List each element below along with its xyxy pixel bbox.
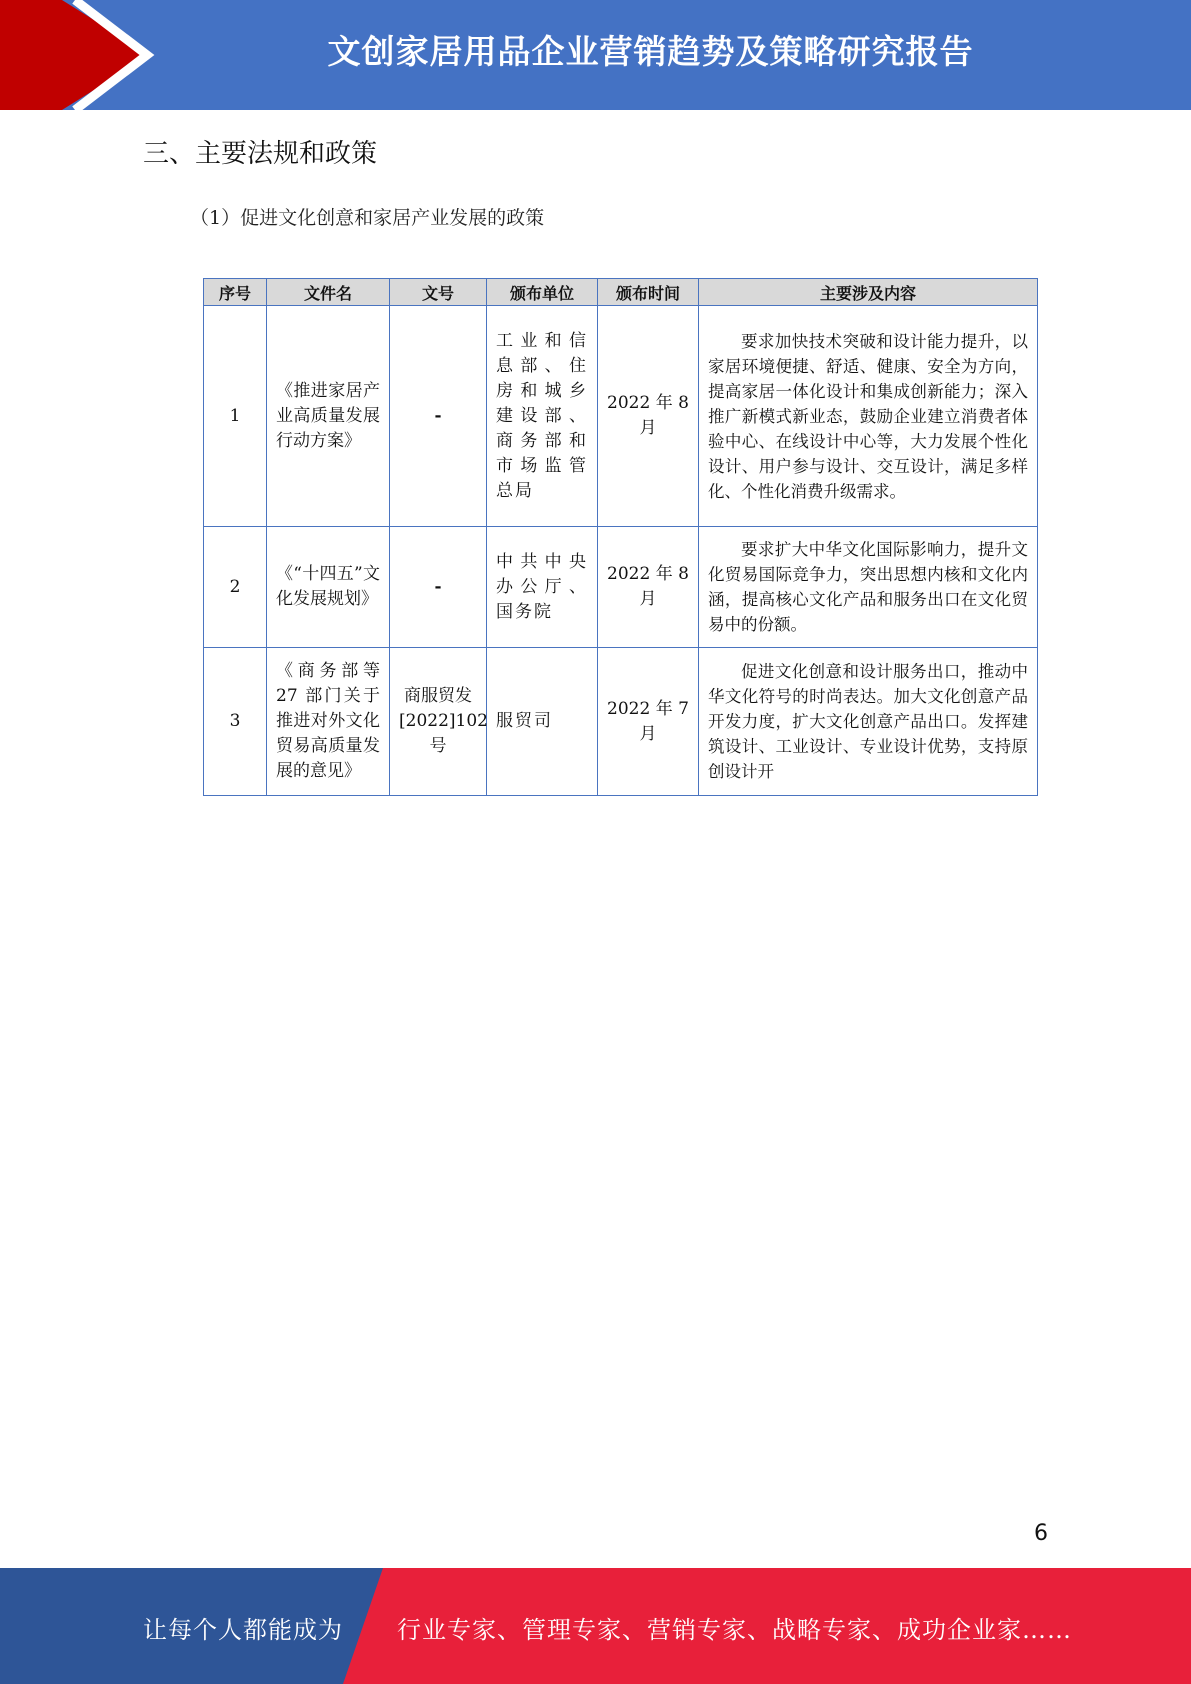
cell-doc-name: 《商务部等 27 部门关于推进对外文化贸易高质量发展的意见》 (267, 648, 390, 796)
cell-issuer: 服贸司 (487, 648, 598, 796)
footer-slogan-right: 行业专家、管理专家、营销专家、战略专家、成功企业家…… (397, 1616, 1072, 1644)
footer-slogan-left: 让每个人都能成为 (143, 1616, 343, 1644)
cell-doc-id: - (390, 306, 487, 527)
policy-table (203, 278, 1038, 796)
table-row (204, 527, 1038, 648)
cell-date: 2022 年 7 月 (598, 648, 699, 796)
footer-banner (0, 1568, 1191, 1684)
cell-doc-id: 商服贸发[2022]102号 (390, 648, 487, 796)
header-banner (0, 0, 1191, 110)
header-cell-content: 主要涉及内容 (699, 279, 1038, 306)
cell-number: 1 (204, 306, 267, 527)
header-cell-doc-id: 文号 (390, 279, 487, 306)
cell-doc-name: 《推进家居产业高质量发展行动方案》 (267, 306, 390, 527)
subsection-title: （1）促进文化创意和家居产业发展的政策 (190, 207, 545, 229)
report-title: 文创家居用品企业营销趋势及策略研究报告 (327, 32, 974, 71)
table-row (204, 306, 1038, 527)
cell-doc-id: - (390, 527, 487, 648)
cell-date: 2022 年 8 月 (598, 527, 699, 648)
header-cell-date: 颁布时间 (598, 279, 699, 306)
cell-issuer: 工业和信息部、住房和城乡建设部、商务部和市场监管总局 (487, 306, 598, 527)
cell-number: 2 (204, 527, 267, 648)
table-header-row (204, 279, 1038, 306)
cell-content: 要求加快技术突破和设计能力提升，以家居环境便捷、舒适、健康、安全为方向，提高家居一体化设计和集成创新能力；深入推广新模式新业态，鼓励企业建立消费者体验中心、在线设计中心等，大力发展个性化设计、用户参与设计、交互设计，满足多样化、个性化消费升级需求。 (699, 306, 1038, 527)
header-cell-doc-name: 文件名 (267, 279, 390, 306)
header-cell-issuer: 颁布单位 (487, 279, 598, 306)
cell-doc-name: 《“十四五”文化发展规划》 (267, 527, 390, 648)
header-cell-number: 序号 (204, 279, 267, 306)
page-number: 6 (1034, 1521, 1048, 1546)
cell-issuer: 中共中央办公厅、国务院 (487, 527, 598, 648)
cell-content: 促进文化创意和设计服务出口，推动中华文化符号的时尚表达。加大文化创意产品开发力度，扩大文化创意产品出口。发挥建筑设计、工业设计、专业设计优势，支持原创设计开 (699, 648, 1038, 796)
cell-number: 3 (204, 648, 267, 796)
section-title: 三、主要法规和政策 (143, 139, 378, 169)
cell-date: 2022 年 8 月 (598, 306, 699, 527)
table-row (204, 648, 1038, 796)
cell-content: 要求扩大中华文化国际影响力，提升文化贸易国际竞争力，突出思想内核和文化内涵，提高核心文化产品和服务出口在文化贸易中的份额。 (699, 527, 1038, 648)
